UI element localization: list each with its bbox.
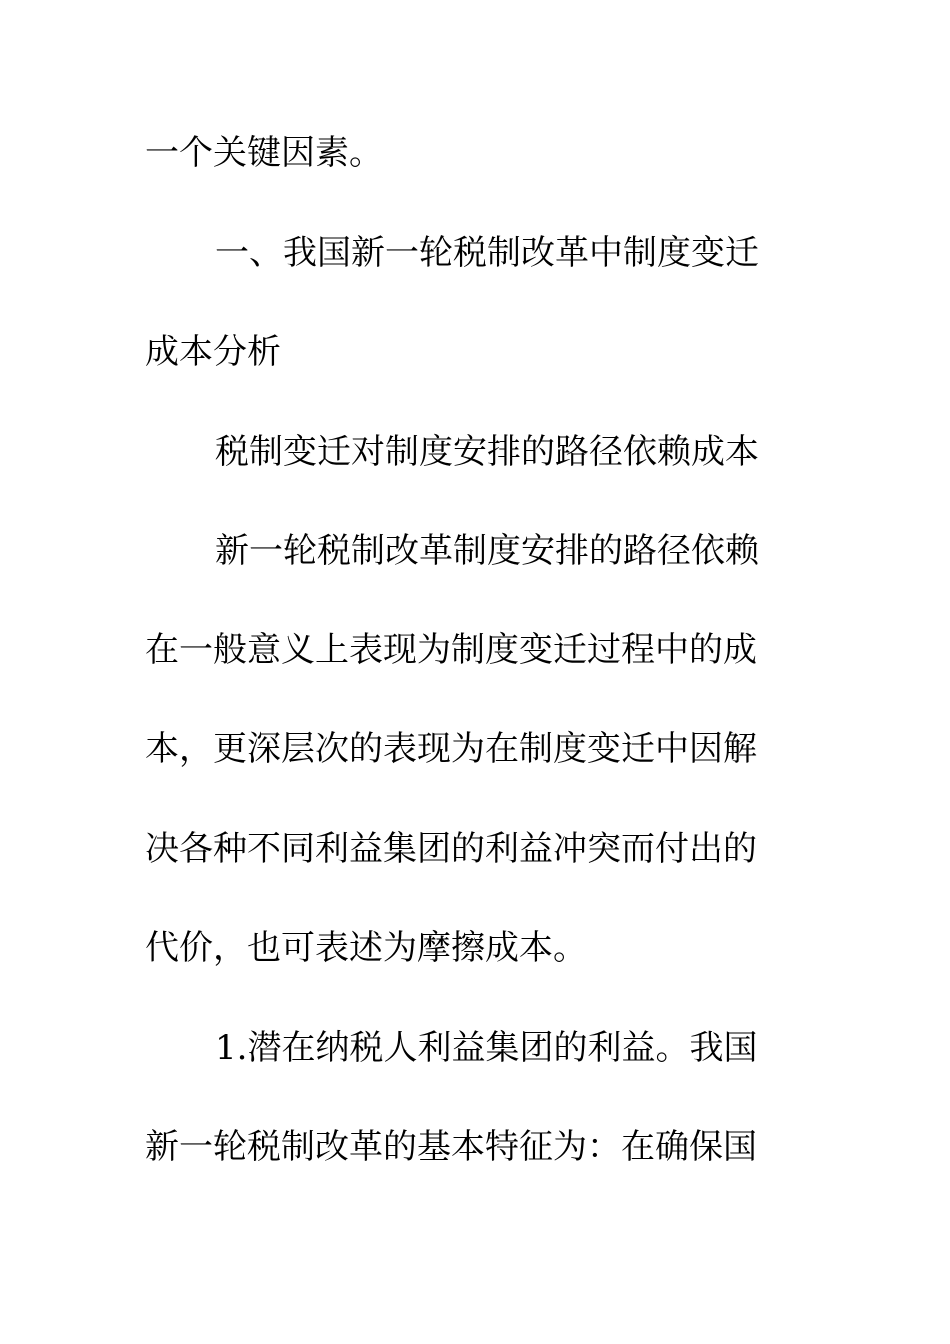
section-heading-line: 成本分析 (145, 332, 281, 372)
text-line: 1.潜在纳税人利益集团的利益。我国 (215, 1028, 758, 1068)
text-line: 代价，也可表述为摩擦成本。 (145, 928, 587, 968)
section-heading-line: 一、我国新一轮税制改革中制度变迁 (215, 233, 759, 273)
text-line: 决各种不同利益集团的利益冲突而付出的 (145, 829, 757, 869)
text-line: 一个关键因素。 (145, 133, 383, 173)
subheading-line: 税制变迁对制度安排的路径依赖成本 (215, 432, 759, 472)
text-line: 本，更深层次的表现为在制度变迁中因解 (145, 729, 757, 769)
text-line: 新一轮税制改革的基本特征为：在确保国 (145, 1127, 757, 1167)
text-line: 在一般意义上表现为制度变迁过程中的成 (145, 630, 757, 670)
text-line: 新一轮税制改革制度安排的路径依赖 (215, 531, 759, 571)
